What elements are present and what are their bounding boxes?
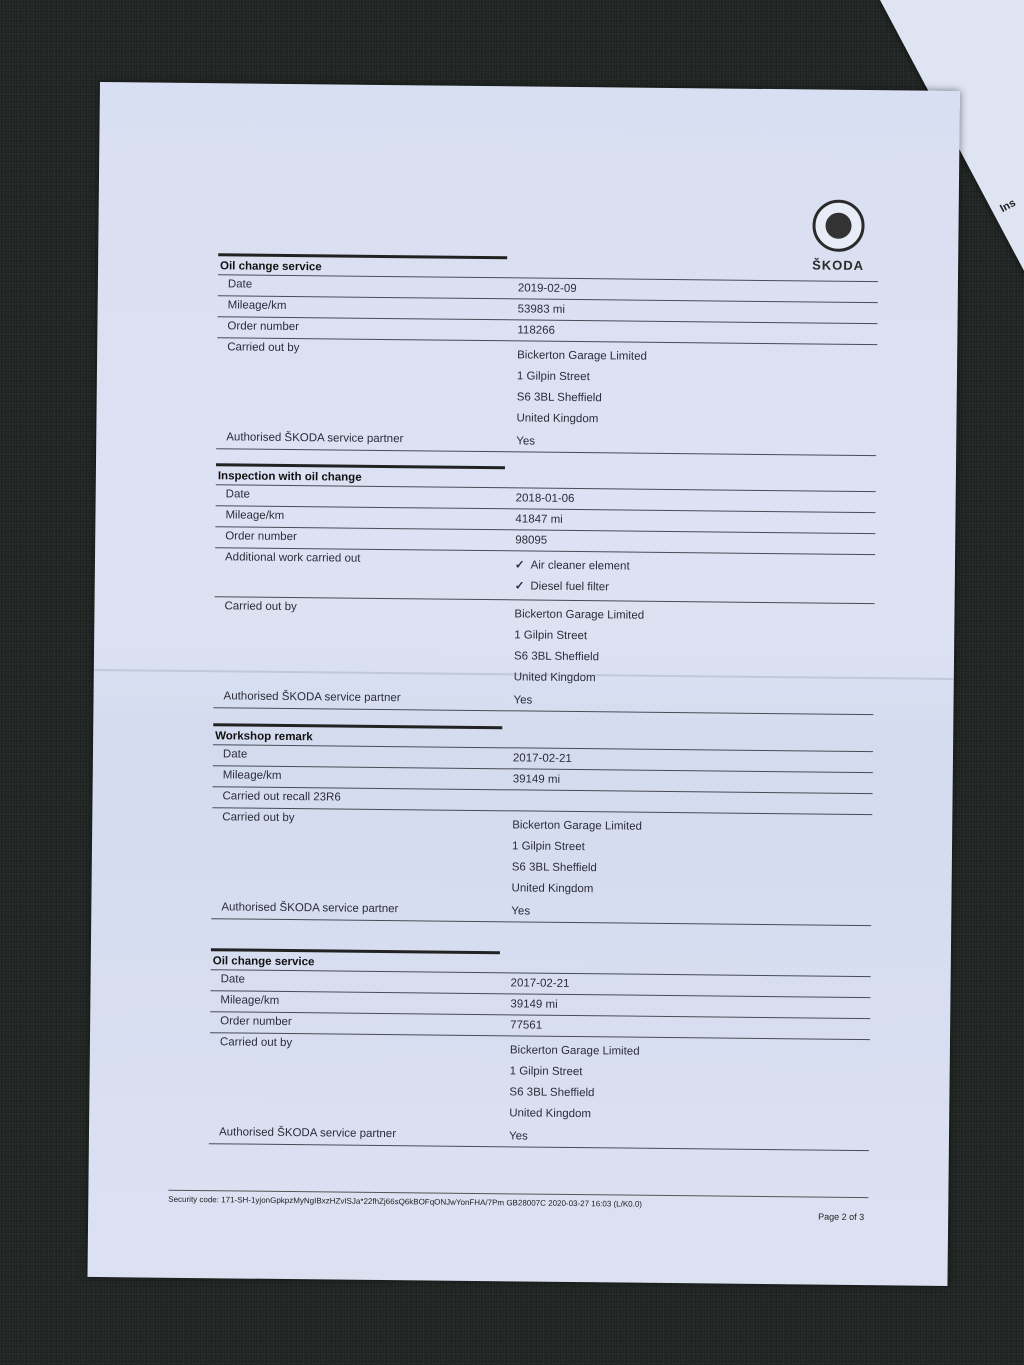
row-label: Mileage/km [225, 509, 285, 522]
row-value: 98095 [515, 534, 548, 547]
address-line: United Kingdom [511, 882, 594, 896]
row-value: 53983 mi [517, 303, 566, 316]
row-label: Order number [227, 320, 300, 334]
row-value: 2017-02-21 [512, 752, 572, 765]
row-label: Date [222, 748, 248, 761]
row-value: 2017-02-21 [510, 977, 570, 990]
row-label: Authorised ŠKODA service partner [218, 1126, 397, 1141]
row-carried-out-by [214, 596, 875, 694]
row-label: Mileage/km [220, 994, 280, 1007]
address-line: 1 Gilpin Street [511, 840, 585, 854]
brand-name: ŠKODA [812, 257, 865, 274]
service-history-page [87, 82, 959, 1286]
row-label: Carried out recall 23R6 [222, 790, 341, 804]
garage-address [514, 604, 1024, 701]
address-line: 1 Gilpin Street [516, 370, 590, 384]
address-line: United Kingdom [516, 412, 599, 426]
section-title: Inspection with oil change [216, 463, 505, 487]
address-line: S6 3BL Sheffield [513, 650, 600, 664]
row-label: Authorised ŠKODA service partner [226, 431, 404, 446]
section-title: Oil change service [218, 253, 507, 277]
section-title: Oil change service [211, 948, 500, 972]
row-label: Carried out by [222, 811, 295, 825]
row-value: 77561 [510, 1019, 543, 1032]
section-oil-change-2019 [216, 253, 878, 456]
address-line: 1 Gilpin Street [509, 1065, 583, 1079]
row-value: 2019-02-09 [517, 282, 577, 296]
garage-address [516, 345, 1024, 442]
address-line: Bickerton Garage Limited [514, 608, 645, 622]
row-value: 41847 mi [515, 513, 563, 526]
row-label: Date [225, 488, 251, 501]
row-label: Date [220, 973, 245, 986]
garage-address [511, 815, 1024, 912]
section-inspection-2018 [213, 463, 876, 715]
address-line: Bickerton Garage Limited [509, 1044, 640, 1058]
row-label: Mileage/km [222, 769, 282, 782]
row-label: Additional work carried out [224, 551, 361, 565]
section-oil-change-2017 [209, 948, 871, 1151]
garage-address [509, 1040, 1024, 1137]
row-value: Yes [508, 1130, 528, 1143]
work-item-label: Air cleaner element [530, 559, 630, 573]
row-value: 118266 [517, 324, 556, 337]
address-line: Bickerton Garage Limited [517, 349, 647, 363]
row-label: Authorised ŠKODA service partner [221, 901, 399, 916]
section-title: Workshop remark [213, 723, 502, 747]
row-label: Carried out by [227, 341, 300, 355]
row-label: Order number [220, 1015, 292, 1029]
address-line: 1 Gilpin Street [514, 629, 588, 643]
address-line: S6 3BL Sheffield [516, 391, 602, 405]
checkmark-icon: ✓ [514, 559, 525, 572]
address-line: S6 3BL Sheffield [511, 861, 597, 875]
checkmark-icon: ✓ [514, 580, 525, 593]
address-line: United Kingdom [513, 671, 596, 685]
row-label: Carried out by [224, 600, 297, 614]
row-label: Mileage/km [227, 299, 287, 312]
work-item-label: Diesel fuel filter [530, 580, 610, 594]
background-page-label: Ins [998, 196, 1018, 216]
row-additional-work [215, 547, 875, 603]
row-label: Order number [225, 530, 297, 544]
address-line: Bickerton Garage Limited [512, 819, 643, 833]
security-code: Security code: 171-SH-1yjonGpkpzMyNgIBxzHZvISJa*22fhZj66sQ6kBOFqONJwYonFHA/7Pm GB28007C 2020-03-27 16:03 (L/K0.0) [168, 1190, 868, 1211]
row-label: Date [227, 278, 253, 291]
page-number: Page 2 of 3 [818, 1211, 865, 1223]
row-value: 39149 mi [512, 773, 561, 786]
row-label: Authorised ŠKODA service partner [223, 690, 401, 705]
address-line: S6 3BL Sheffield [509, 1086, 595, 1100]
row-carried-out-by [211, 807, 872, 905]
row-value: Yes [516, 435, 536, 448]
row-value: 39149 mi [510, 998, 558, 1011]
row-value: Yes [513, 694, 533, 707]
address-line: United Kingdom [509, 1107, 592, 1121]
row-value: 2018-01-06 [515, 492, 575, 505]
row-label: Carried out by [219, 1036, 293, 1050]
row-carried-out-by [209, 1032, 870, 1130]
row-carried-out-by [216, 337, 877, 435]
row-value: Yes [511, 905, 531, 918]
skoda-winged-arrow-icon [812, 199, 865, 252]
section-workshop-remark-2017 [211, 723, 873, 926]
